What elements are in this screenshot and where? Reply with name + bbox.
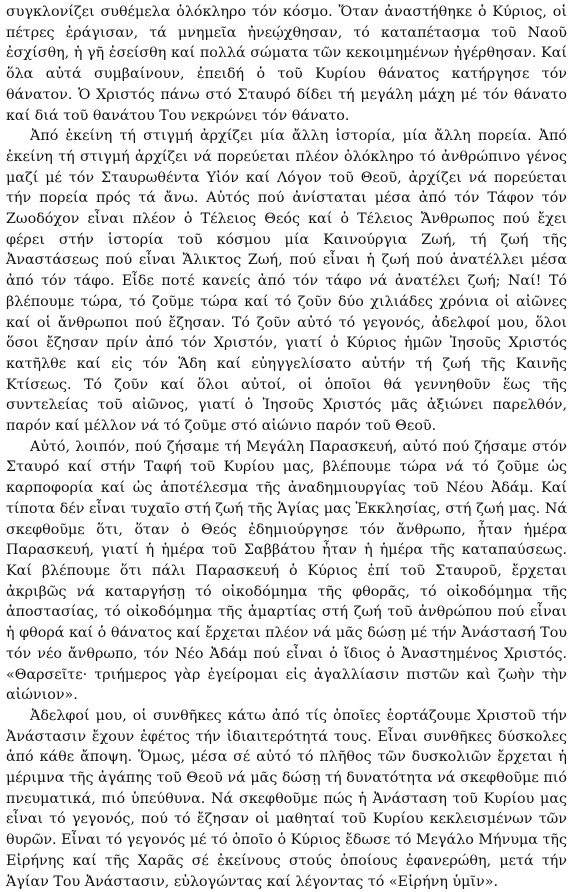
paragraph: Αὐτό, λοιπόν, πού ζήσαμε τή Μεγάλη Παρασκευή, αὐτό πού ζήσαμε στόν Σταυρό καί στήν Ταφή τοῦ Κυρίου μας, βλέπουμε τώρα νά τό ζοῦμε ὡς καρποφορία καί ὡς ἀποτέλεσμα τῆς ἀναδημιουργίας τοῦ Νέου Ἀδάμ. Καί τίποτα δέν εἶναι τυχαῖο στή ζωή τῆς Ἁγίας μας Ἐκκλησίας, στή ζωή μας. Νά σκεφθοῦμε ὅτι, ὅταν ὁ Θεός ἐδημιούργησε τόν ἄνθρωπο, ἦταν ἡμέρα Παρασκευή, γιατί ἡ ἡμέρα τοῦ Σαββάτου ἦταν ἡ ἡμέρα τῆς καταπαύσεως. Καί βλέπουμε ὅτι πάλι Παρασκευή ὁ Κύριος ἐπί τοῦ Σταυροῦ, ἔρχεται ἀκριβῶς νά καταργήσῃ τό οἰκοδόμημα τῆς φθορᾶς, τό οἰκοδόμημα τῆς ἀποστασίας, τό οἰκοδόμημα τῆς ἁμαρτίας στή ζωή τοῦ ἀνθρώπου πού εἶναι ἡ φθορά καί ὁ θάνατος καί ἔρχεται πλέον νά μᾶς δώσῃ μέ τήν Ἀνάστασή Του τόν νέο ἄνθρωπο, τόν Νέο Ἀδάμ πού εἶναι ὁ ἴδιος ὁ Ἀναστημένος Χριστός. «Θαρσεῖτε· τριήμερος γὰρ ἐγείρομαι εἰς ἀγαλλίασιν πιστῶν καὶ ζωὴν τὴν αἰώνιον». [6, 438, 567, 704]
paragraph: Ἀπό ἐκείνη τή στιγμή ἀρχίζει μία ἄλλη ἱστορία, μία ἄλλη πορεία. Ἀπό ἐκείνη τή στιγμή ἀρχίζει νά πορεύεται πλέον ὁλόκληρο τό ἀνθρώπινο γένος μαζί μέ τόν Σταυρωθέντα Υἱόν καί Λόγον τοῦ Θεοῦ, ἀρχίζει νά πορεύεται τήν πορεία πρός τά ἄνω. Αὐτός πού ἀνίσταται μέσα ἀπό τόν Τάφον τόν Ζωοδόχον εἶναι πλέον ὁ Τέλειος Θεός καί ὁ Τέλειος Ἄνθρωπος πού ἔχει φέρει στήν ἱστορία τοῦ κόσμου μία Καινούργια Ζωή, τή ζωή τῆς Ἀναστάσεως πού εἶναι Ἄλικτος Ζωή, πού εἶναι ἡ ζωή πού ἀνατέλλει μέσα ἀπό τόν τάφο. Εἶδε ποτέ κανείς ἀπό τόν τάφο νά ἀνατέλει ζωή; Ναί! Τό βλέπουμε τώρα, τό ζοῦμε τώρα καί τό ζοῦν δύο χιλιάδες χρόνια οἱ αἰῶνες καί οἱ ἄνθρωποι πού ἔζησαν. Τό ζοῦν αὐτό τό γεγονός, ἀδελφοί μου, ὅλοι ὅσοι ἔζησαν πρίν ἀπό τόν Χριστόν, γιατί ὁ Κύριος ἡμῶν Ἰησοῦς Χριστός κατῆλθε καί εἰς τόν Ἅδη καί εὐηγγελίσατο αὐτήν τή ζωή τῆς Καινῆς Κτίσεως. Τό ζοῦν καί ὅλοι αὐτοί, οἱ ὁποῖοι θά γεννηθοῦν ἕως τῆς συντελείας τοῦ αἰῶνος, γιατί ὁ Ἰησοῦς Χριστός μᾶς ἀξιώνει παρελθόν, παρόν καί μέλλον νά τό ζοῦμε στό αἰώνιο παρόν τοῦ Θεοῦ. [6, 128, 567, 435]
paragraph: συγκλονίζει συθέμελα ὁλόκληρο τόν κόσμο. Ὅταν ἀναστήθηκε ὁ Κύριος, οἱ πέτρες ἐράγισαν, τά μνημεῖα ἠνεῴχθησαν, τό καταπέτασμα τοῦ Ναοῦ ἐσχίσθη, ἡ γῆ ἐσείσθη καί πολλά σώματα τῶν κεκοιμημένων ἠγέρθησαν. Καί ὅλα αὐτά συμβαίνουν, ἐπειδή ὁ τοῦ Κυρίου θάνατος κατήργησε τόν θάνατον. Ὁ Χριστός πάνω στό Σταυρό δίδει τή μεγάλη μάχη μέ τόν θάνατο καί διά τοῦ θανάτου Του νεκρώνει τόν θάνατο. [6, 4, 567, 124]
paragraph: Ἀδελφοί μου, οἱ συνθῆκες κάτω ἀπό τίς ὁποῖες ἑορτάζουμε Χριστοῦ τήν Ἀνάστασιν ἔχουν ἐφέτος τήν ἰδιαιτερότητά τους. Εἶναι συνθῆκες δύσκολες ἀπό κάθε ἄποψη. Ὅμως, μέσα σέ αὐτό τό πλῆθος τῶν δυσκολιῶν ἔρχεται ἡ μέριμνα τῆς ἀγάπης τοῦ Θεοῦ νά μᾶς δώσῃ τή δυνατότητα νά σκεφθοῦμε πιό πνευματικά, πιό ὑπεύθυνα. Νά σκεφθοῦμε πώς ἡ Ἀνάσταση τοῦ Κυρίου μας εἶναι τό γεγονός, πού τό ἔζησαν οἱ μαθηταί τοῦ Κυρίου κεκλεισμένων τῶν θυρῶν. Εἶναι τό γεγονός μέ τό ὁποῖο ὁ Κύριος ἔδωσε τό Μεγάλο Μήνυμα τῆς Εἰρήνης καί τῆς Χαρᾶς σέ ἐκείνους στούς ὁποίους ἐφανερώθη, μετά τήν Ἁγίαν Του Ἀνάστασιν, εὐλογώντας καί λέγοντας τό «Εἰρήνη ὑμῖν». [6, 707, 567, 890]
document-page [0, 2, 573, 890]
